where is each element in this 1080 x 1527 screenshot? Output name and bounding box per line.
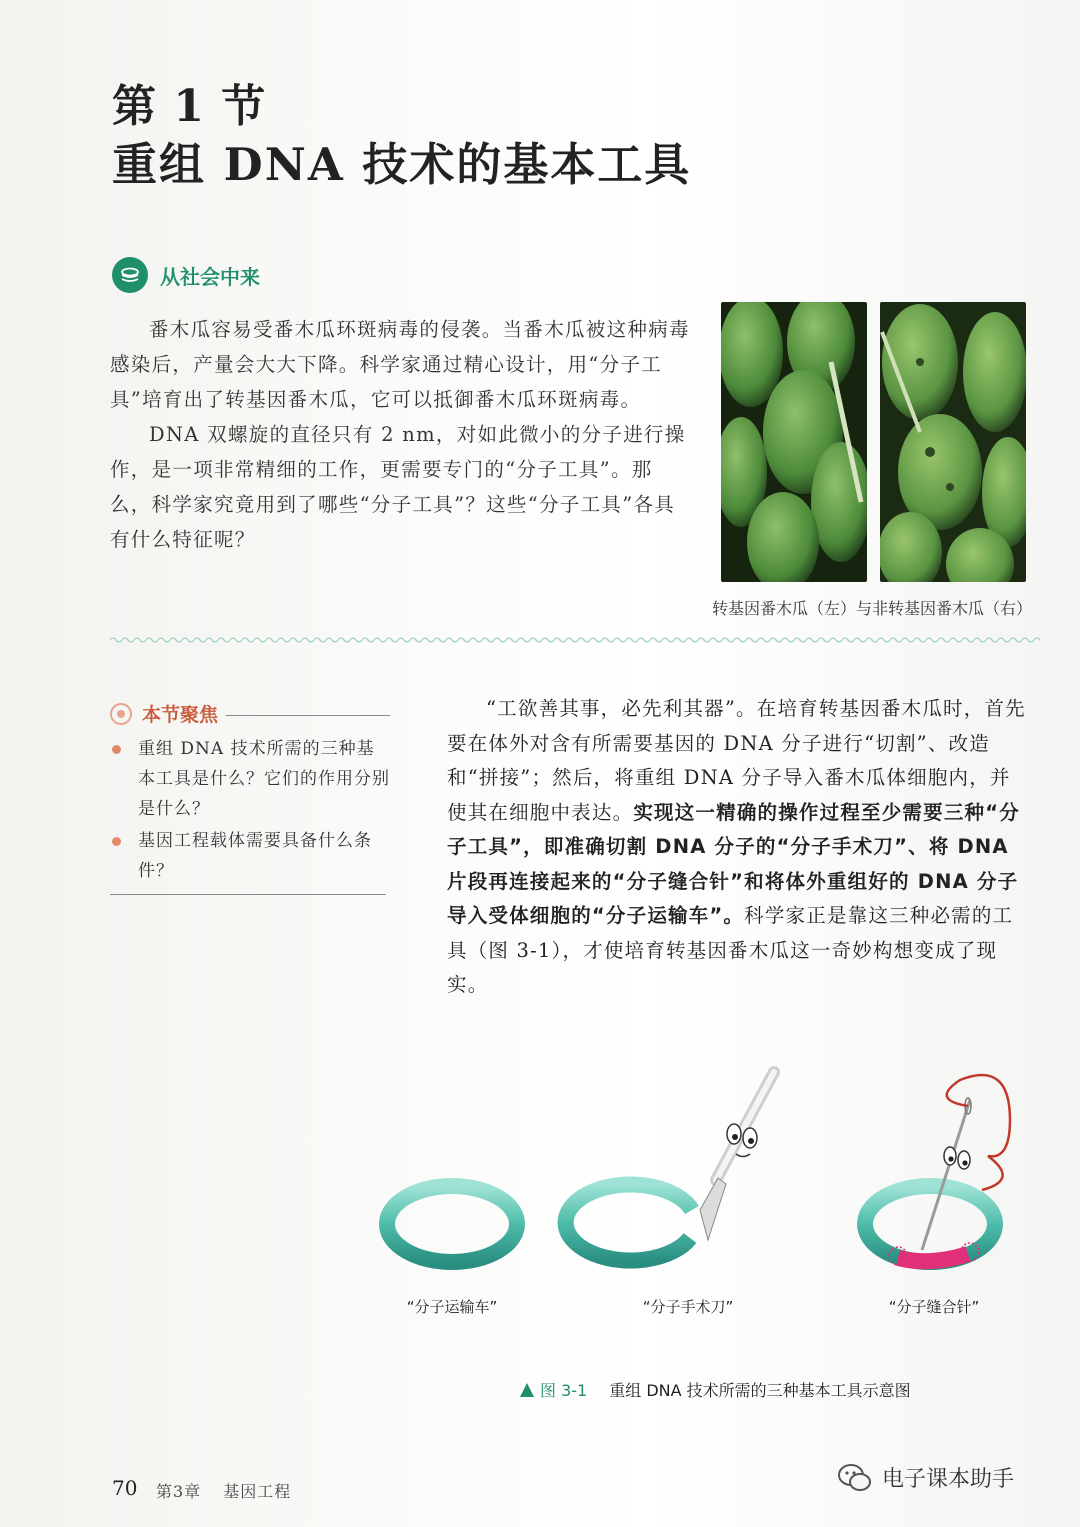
chapter-footer — [156, 1479, 313, 1502]
chapter-number: 第3章 — [156, 1482, 202, 1501]
non-transgenic-papaya-photo — [880, 302, 1026, 582]
intro-text — [110, 312, 692, 557]
focus-item-1: 重组 DNA 技术所需的三种基本工具是什么？它们的作用分别是什么？ — [110, 734, 390, 824]
book-stack-icon — [112, 257, 148, 293]
watermark — [838, 1462, 1014, 1493]
focus-list — [110, 734, 390, 888]
wavy-divider — [110, 634, 1040, 646]
focus-bottom-rule — [110, 894, 386, 895]
intro-paragraph-2: DNA 双螺旋的直径只有 2 nm，对如此微小的分子进行操作，是一项非常精细的工作，更需要专门的“分子工具”。那么，科学家究竟用到了哪些“分子工具”？这些“分子工具”各具有什么特征呢？ — [110, 423, 686, 551]
focus-rule — [226, 715, 390, 716]
main-text-part-2: 科学家正是靠这三种必需的工具（图 3-1），才使培育转基因番木瓜这一奇妙构想变成了现实。 — [447, 904, 1014, 996]
chapter-title: 基因工程 — [223, 1482, 292, 1501]
needle-ring-icon — [865, 1075, 1010, 1265]
intro-paragraph-1: 番木瓜容易受番木瓜环斑病毒的侵袭。当番木瓜被这种病毒感染后，产量会大大下降。科学家通过精心设计，用“分子工具”培育出了转基因番木瓜，它可以抵御番木瓜环斑病毒。 — [110, 318, 690, 411]
figure-label-needle: “分子缝合针” — [888, 1298, 980, 1316]
transgenic-papaya-photo — [721, 302, 867, 582]
society-label: 从社会中来 — [160, 264, 260, 289]
main-paragraph — [447, 692, 1029, 1003]
target-icon — [110, 703, 132, 725]
main-text — [447, 692, 1029, 1003]
focus-label: 本节聚焦 — [142, 704, 219, 726]
focus-header — [110, 700, 390, 727]
focus-item-2: 基因工程载体需要具备什么条件？ — [110, 826, 390, 886]
photo-caption: 转基因番木瓜（左）与非转基因番木瓜（右） — [711, 599, 1032, 618]
society-header — [112, 257, 260, 293]
figure-number: 图 3-1 — [540, 1381, 588, 1400]
figure-caption — [520, 1378, 911, 1401]
wechat-icon — [838, 1463, 872, 1493]
triangle-icon — [520, 1383, 534, 1397]
section-title: 重组 DNA 技术的基本工具 — [112, 138, 692, 191]
page-number: 70 — [112, 1476, 138, 1500]
figure-label-vector: “分子运输车” — [406, 1298, 498, 1316]
figure-caption-text: 重组 DNA 技术所需的三种基本工具示意图 — [609, 1381, 911, 1400]
vector-ring-icon — [387, 1186, 517, 1262]
figure-3-1-illustration — [370, 1060, 1030, 1290]
figure-label-scalpel: “分子手术刀” — [642, 1298, 734, 1316]
watermark-text: 电子课本助手 — [882, 1467, 1015, 1492]
main-text-bold: 实现这一精确的操作过程至少需要三种“分子工具”，即准确切割 DNA 分子的“分子手术刀”、将 DNA 片段再连接起来的“分子缝合针”和将体外重组好的 DNA 分子导入受体细胞的“分子运输车”。 — [447, 800, 1020, 927]
main-text-part-1: “工欲善其事，必先利其器”。在培育转基因番木瓜时，首先要在体外对含有所需要基因的 DNA 分子进行“切割”、改造和“拼接”；然后，将重组 DNA 分子导入番木瓜体细胞内，并使其在细胞中表达。 — [447, 697, 1026, 824]
section-number: 第 1 节 — [112, 81, 267, 132]
scalpel-ring-icon — [566, 1072, 774, 1261]
